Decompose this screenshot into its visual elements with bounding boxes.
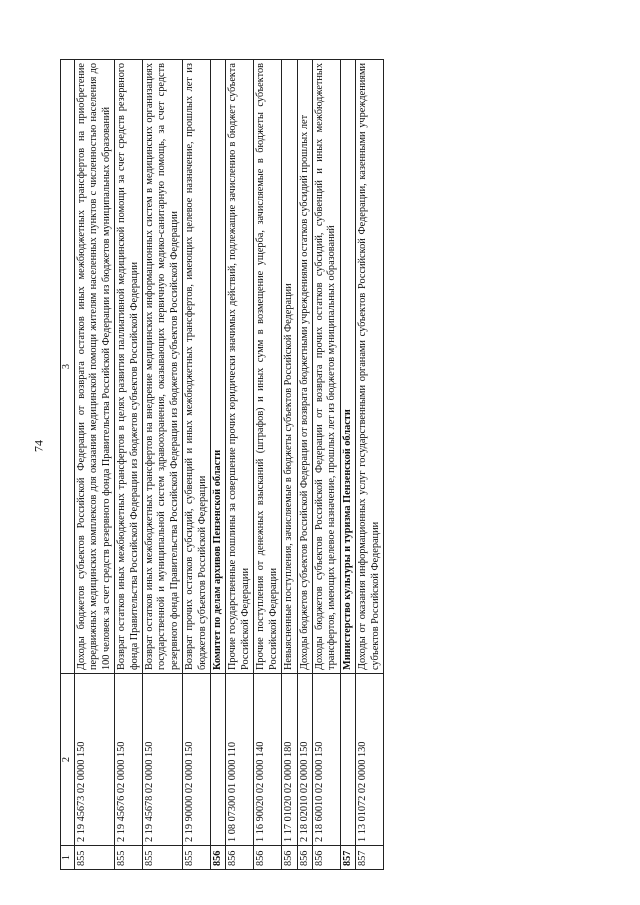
admin-code-cell: 856 [211,846,226,870]
admin-code-cell: 856 [254,846,282,870]
table-row [115,60,143,870]
revenue-code-cell: 2 18 60010 02 0000 150 [312,674,340,846]
rotated-table-container [60,60,580,870]
description-cell: Возврат прочих остатков субсидий, субвенций и иных межбюджетных трансфертов, имеющих целевое назначение, прошлых лет из бюджетов субъектов Российской Федерации [183,60,211,674]
table-row [312,60,340,870]
section-title-cell: Министерство культуры и туризма Пензенской области [340,60,355,674]
admin-code-cell: 855 [75,846,115,870]
page-number: 74 [31,440,46,452]
description-cell: Доходы бюджетов субъектов Российской Федерации от возврата бюджетными учреждениями остатков субсидий прошлых лет [297,60,312,674]
admin-code-cell: 856 [226,846,254,870]
section-title-cell: Комитет по делам архивов Пензенской области [211,60,226,674]
description-cell: Возврат остатков иных межбюджетных трансфертов в целях развития паллиативной медицинской помощи за счет средств резервного фонда Правительства Российской Федерации из бюджетов субъектов Российской Федерации [115,60,143,674]
description-cell: Доходы бюджетов субъектов Российской Федерации от возврата остатков иных межбюджетных трансфертов на приобретение передвижных медицинских комплексов для оказания медицинской помощи жителям населенных пунктов с численностью населения до 100 человек за счет средств резервного фонда Правительства Российской Федерации из бюджетов муниципальных образований [75,60,115,674]
table-row [183,60,211,870]
header-col-3: 3 [61,60,75,674]
revenue-code-cell: 2 19 45676 02 0000 150 [115,674,143,846]
revenue-code-cell: 1 08 07300 01 0000 110 [226,674,254,846]
revenue-code-cell [340,674,355,846]
revenue-code-cell: 1 16 90020 02 0000 140 [254,674,282,846]
revenue-code-cell: 2 19 45673 02 0000 150 [75,674,115,846]
table-row [297,60,312,870]
admin-code-cell: 857 [356,846,384,870]
description-cell: Прочие поступления от денежных взысканий (штрафов) и иных сумм в возмещение ущерба, зачисляемые в бюджеты субъектов Российской Федерации [254,60,282,674]
admin-code-cell: 856 [282,846,297,870]
admin-code-cell: 856 [312,846,340,870]
admin-code-cell: 857 [340,846,355,870]
admin-code-cell: 855 [115,846,143,870]
revenue-codes-table [60,59,384,870]
revenue-code-cell: 1 17 01020 02 0000 180 [282,674,297,846]
section-row [211,60,226,870]
table-row [282,60,297,870]
table-row [356,60,384,870]
revenue-code-cell: 1 13 01072 02 0000 130 [356,674,384,846]
revenue-code-cell [211,674,226,846]
description-cell: Доходы бюджетов субъектов Российской Федерации от возврата прочих остатков субсидий, субвенций и иных межбюджетных трансфертов, имеющих целевое назначение, прошлых лет из бюджетов муниципальных образований [312,60,340,674]
section-row [340,60,355,870]
admin-code-cell: 855 [183,846,211,870]
table-row [254,60,282,870]
table-header-row [61,60,75,870]
revenue-code-cell: 2 19 90000 02 0000 150 [183,674,211,846]
header-col-2: 2 [61,674,75,846]
header-col-1: 1 [61,846,75,870]
description-cell: Доходы от оказания информационных услуг государственными органами субъектов Российской Федерации, казенными учреждениями субъектов Российской Федерации [356,60,384,674]
table-row [75,60,115,870]
revenue-code-cell: 2 19 45678 02 0000 150 [143,674,183,846]
description-cell: Возврат остатков иных межбюджетных трансфертов на внедрение медицинских информационных систем в медицинских организациях государственной и муниципальной систем здравоохранения, оказывающих первичную медико-санитарную помощь, за счет средств резервного фонда Правительства Российской Федерации из бюджетов субъектов Российской Федерации [143,60,183,674]
admin-code-cell: 856 [297,846,312,870]
description-cell: Невыясненные поступления, зачисляемые в бюджеты субъектов Российской Федерации [282,60,297,674]
table-row [226,60,254,870]
revenue-code-cell: 2 18 02010 02 0000 150 [297,674,312,846]
description-cell: Прочие государственные пошлины за совершение прочих юридически значимых действий, подлежащие зачислению в бюджет субъекта Российской Федерации [226,60,254,674]
table-row [143,60,183,870]
admin-code-cell: 855 [143,846,183,870]
